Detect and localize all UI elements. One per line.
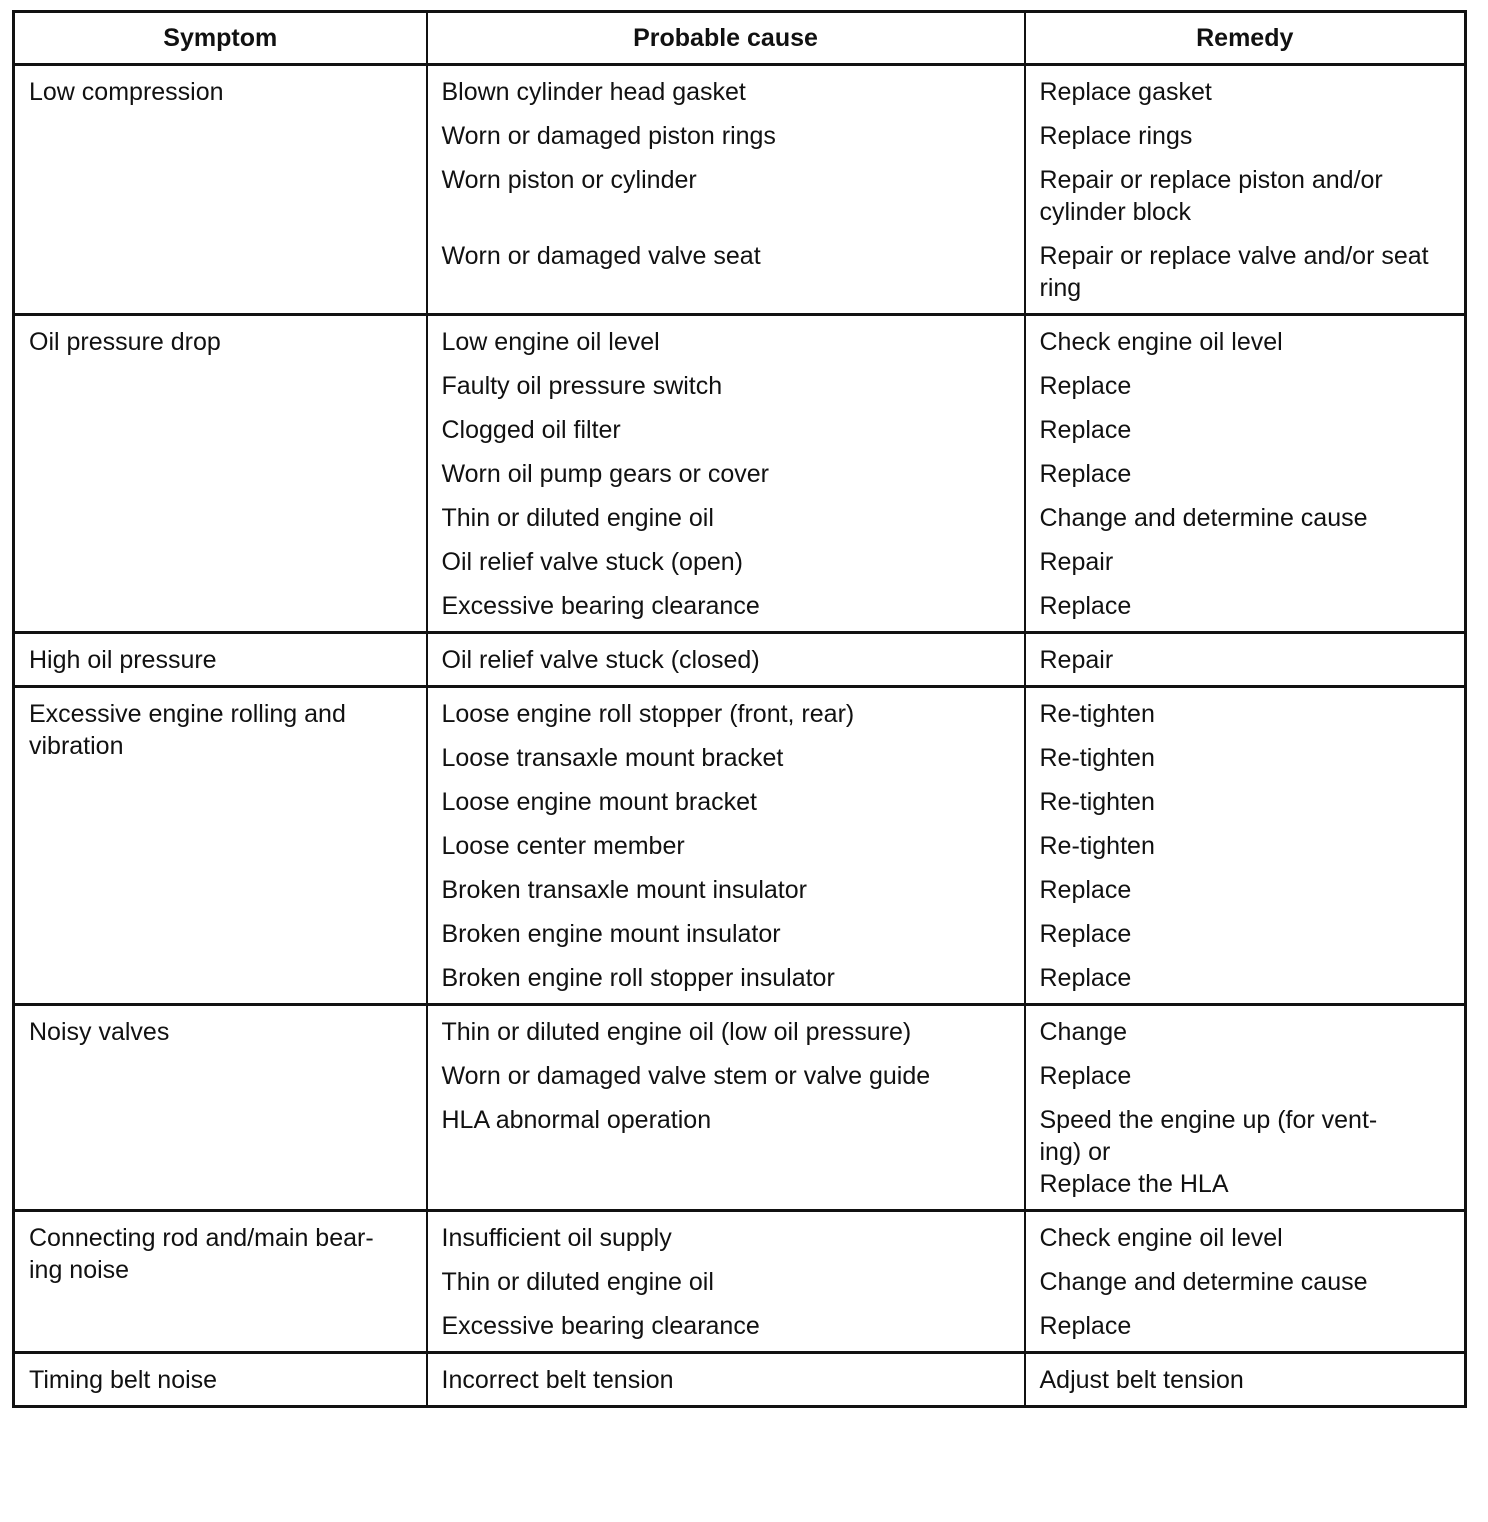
- probable-cause-cell: Worn or damaged piston rings: [427, 116, 1025, 160]
- probable-cause-cell: Blown cylinder head gasket: [427, 65, 1025, 117]
- probable-cause-cell: Loose engine roll stopper (front, rear): [427, 687, 1025, 739]
- header-remedy: Remedy: [1025, 12, 1466, 65]
- probable-cause-cell: Oil relief valve stuck (closed): [427, 633, 1025, 687]
- probable-cause-cell: Loose engine mount bracket: [427, 782, 1025, 826]
- probable-cause-cell: Worn or damaged valve seat: [427, 236, 1025, 315]
- probable-cause-cell: Clogged oil filter: [427, 410, 1025, 454]
- remedy-cell: Change and determine cause: [1025, 498, 1466, 542]
- symptom-cell: Connecting rod and/main bear- ing noise: [14, 1211, 427, 1353]
- remedy-cell: Replace: [1025, 454, 1466, 498]
- remedy-cell: Re-tighten: [1025, 687, 1466, 739]
- probable-cause-cell: Broken engine roll stopper insulator: [427, 958, 1025, 1005]
- probable-cause-cell: HLA abnormal operation: [427, 1100, 1025, 1211]
- symptom-group: [14, 633, 1466, 687]
- probable-cause-cell: Oil relief valve stuck (open): [427, 542, 1025, 586]
- remedy-cell: Repair: [1025, 633, 1466, 687]
- remedy-cell: Adjust belt tension: [1025, 1353, 1466, 1407]
- table-row: [14, 65, 1466, 117]
- table-row: [14, 633, 1466, 687]
- symptom-cell: Noisy valves: [14, 1005, 427, 1211]
- remedy-cell: Replace: [1025, 586, 1466, 633]
- probable-cause-cell: Loose center member: [427, 826, 1025, 870]
- remedy-cell: Repair: [1025, 542, 1466, 586]
- remedy-cell: Replace: [1025, 870, 1466, 914]
- symptom-cell: Excessive engine rolling and vibration: [14, 687, 427, 1005]
- remedy-cell: Replace: [1025, 1306, 1466, 1353]
- table-row: [14, 1353, 1466, 1407]
- probable-cause-cell: Insufficient oil supply: [427, 1211, 1025, 1263]
- header-probable-cause: Probable cause: [427, 12, 1025, 65]
- remedy-cell: Change: [1025, 1005, 1466, 1057]
- symptom-cell: High oil pressure: [14, 633, 427, 687]
- troubleshooting-table: [12, 10, 1467, 1408]
- table-row: [14, 315, 1466, 367]
- probable-cause-cell: Faulty oil pressure switch: [427, 366, 1025, 410]
- probable-cause-cell: Broken transaxle mount insulator: [427, 870, 1025, 914]
- header-row: [14, 12, 1466, 65]
- probable-cause-cell: Broken engine mount insulator: [427, 914, 1025, 958]
- remedy-cell: Speed the engine up (for vent- ing) or Replace the HLA: [1025, 1100, 1466, 1211]
- remedy-cell: Change and determine cause: [1025, 1262, 1466, 1306]
- symptom-group: [14, 1005, 1466, 1211]
- symptom-cell: Oil pressure drop: [14, 315, 427, 633]
- symptom-group: [14, 315, 1466, 633]
- remedy-cell: Replace: [1025, 410, 1466, 454]
- remedy-cell: Replace: [1025, 1056, 1466, 1100]
- remedy-cell: Check engine oil level: [1025, 1211, 1466, 1263]
- probable-cause-cell: Loose transaxle mount bracket: [427, 738, 1025, 782]
- probable-cause-cell: Excessive bearing clearance: [427, 586, 1025, 633]
- probable-cause-cell: Excessive bearing clearance: [427, 1306, 1025, 1353]
- remedy-cell: Repair or replace piston and/or cylinder block: [1025, 160, 1466, 236]
- probable-cause-cell: Worn oil pump gears or cover: [427, 454, 1025, 498]
- probable-cause-cell: Thin or diluted engine oil (low oil pressure): [427, 1005, 1025, 1057]
- table-row: [14, 1211, 1466, 1263]
- table-header: [14, 12, 1466, 65]
- remedy-cell: Replace rings: [1025, 116, 1466, 160]
- remedy-cell: Replace: [1025, 958, 1466, 1005]
- remedy-cell: Re-tighten: [1025, 738, 1466, 782]
- probable-cause-cell: Worn piston or cylinder: [427, 160, 1025, 236]
- symptom-group: [14, 65, 1466, 315]
- probable-cause-cell: Thin or diluted engine oil: [427, 498, 1025, 542]
- remedy-cell: Re-tighten: [1025, 826, 1466, 870]
- remedy-cell: Repair or replace valve and/or seat ring: [1025, 236, 1466, 315]
- symptom-group: [14, 1353, 1466, 1407]
- table-row: [14, 687, 1466, 739]
- probable-cause-cell: Thin or diluted engine oil: [427, 1262, 1025, 1306]
- symptom-group: [14, 1211, 1466, 1353]
- symptom-cell: Low compression: [14, 65, 427, 315]
- probable-cause-cell: Worn or damaged valve stem or valve guide: [427, 1056, 1025, 1100]
- header-symptom: Symptom: [14, 12, 427, 65]
- remedy-cell: Replace: [1025, 914, 1466, 958]
- table-row: [14, 1005, 1466, 1057]
- probable-cause-cell: Incorrect belt tension: [427, 1353, 1025, 1407]
- symptom-cell: Timing belt noise: [14, 1353, 427, 1407]
- remedy-cell: Replace gasket: [1025, 65, 1466, 117]
- symptom-group: [14, 687, 1466, 1005]
- remedy-cell: Check engine oil level: [1025, 315, 1466, 367]
- remedy-cell: Re-tighten: [1025, 782, 1466, 826]
- remedy-cell: Replace: [1025, 366, 1466, 410]
- probable-cause-cell: Low engine oil level: [427, 315, 1025, 367]
